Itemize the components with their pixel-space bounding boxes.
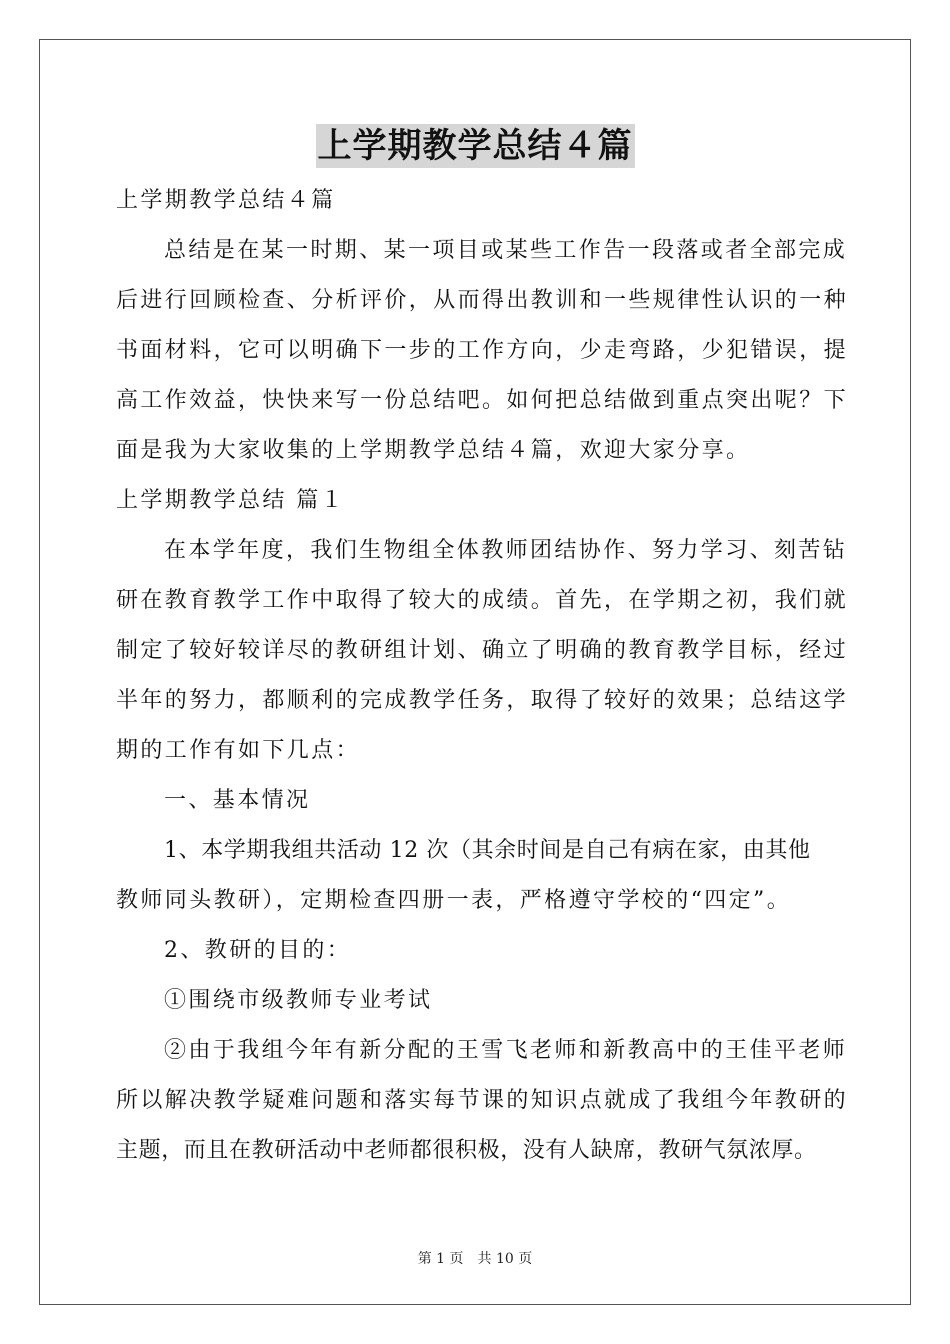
paragraph-line: 所以解决教学疑难问题和落实每节课的知识点就成了我组今年教研的 xyxy=(116,1088,849,1113)
list-item: ①围绕市级教师专业考试 xyxy=(164,988,433,1013)
paragraph-line: 高工作效益，快快来写一份总结吧。如何把总结做到重点突出呢？下 xyxy=(116,388,849,413)
paragraph-line: 面是我为大家收集的上学期教学总结４篇，欢迎大家分享。 xyxy=(116,438,751,463)
section-heading: 上学期教学总结 篇１ xyxy=(116,488,345,513)
paragraph-line: 制定了较好较详尽的教研组计划、确立了明确的教育教学目标，经过 xyxy=(116,638,849,663)
paragraph-line: 主题，而且在教研活动中老师都很积极，没有人缺席，教研气氛浓厚。 xyxy=(116,1138,817,1163)
paragraph-line: 半年的努力，都顺利的完成教学任务，取得了较好的效果；总结这学 xyxy=(116,688,849,713)
list-item: 2、教研的目的： xyxy=(164,938,352,963)
page-footer: 第 1 页 共 10 页 xyxy=(417,1251,533,1267)
subsection-heading: 一、基本情况 xyxy=(164,788,311,813)
document-title-text: 上学期教学总结４篇 xyxy=(317,126,633,166)
document-body xyxy=(116,176,849,1176)
paragraph-line: 1、本学期我组共活动 12 次（其余时间是自己有病在家，由其他 xyxy=(164,838,811,863)
paragraph-line: 期的工作有如下几点： xyxy=(116,738,361,763)
subtitle-line: 上学期教学总结４篇 xyxy=(116,188,336,213)
paragraph-line: 在本学年度，我们生物组全体教师团结协作、努力学习、刻苦钻 xyxy=(164,538,848,563)
paragraph-line: 后进行回顾检查、分析评价，从而得出教训和一些规律性认识的一种 xyxy=(116,288,849,313)
document-title xyxy=(0,124,950,168)
paragraph-line: 书面材料，它可以明确下一步的工作方向，少走弯路，少犯错误，提 xyxy=(116,338,849,363)
paragraph-line: 教师同头教研），定期检查四册一表，严格遵守学校的“四定”。 xyxy=(116,888,792,913)
paragraph-line: 研在教育教学工作中取得了较大的成绩。首先，在学期之初，我们就 xyxy=(116,588,849,613)
paragraph-line: 总结是在某一时期、某一项目或某些工作告一段落或者全部完成 xyxy=(164,238,848,263)
paragraph-line: ②由于我组今年有新分配的王雪飞老师和新教高中的王佳平老师 xyxy=(164,1038,848,1063)
